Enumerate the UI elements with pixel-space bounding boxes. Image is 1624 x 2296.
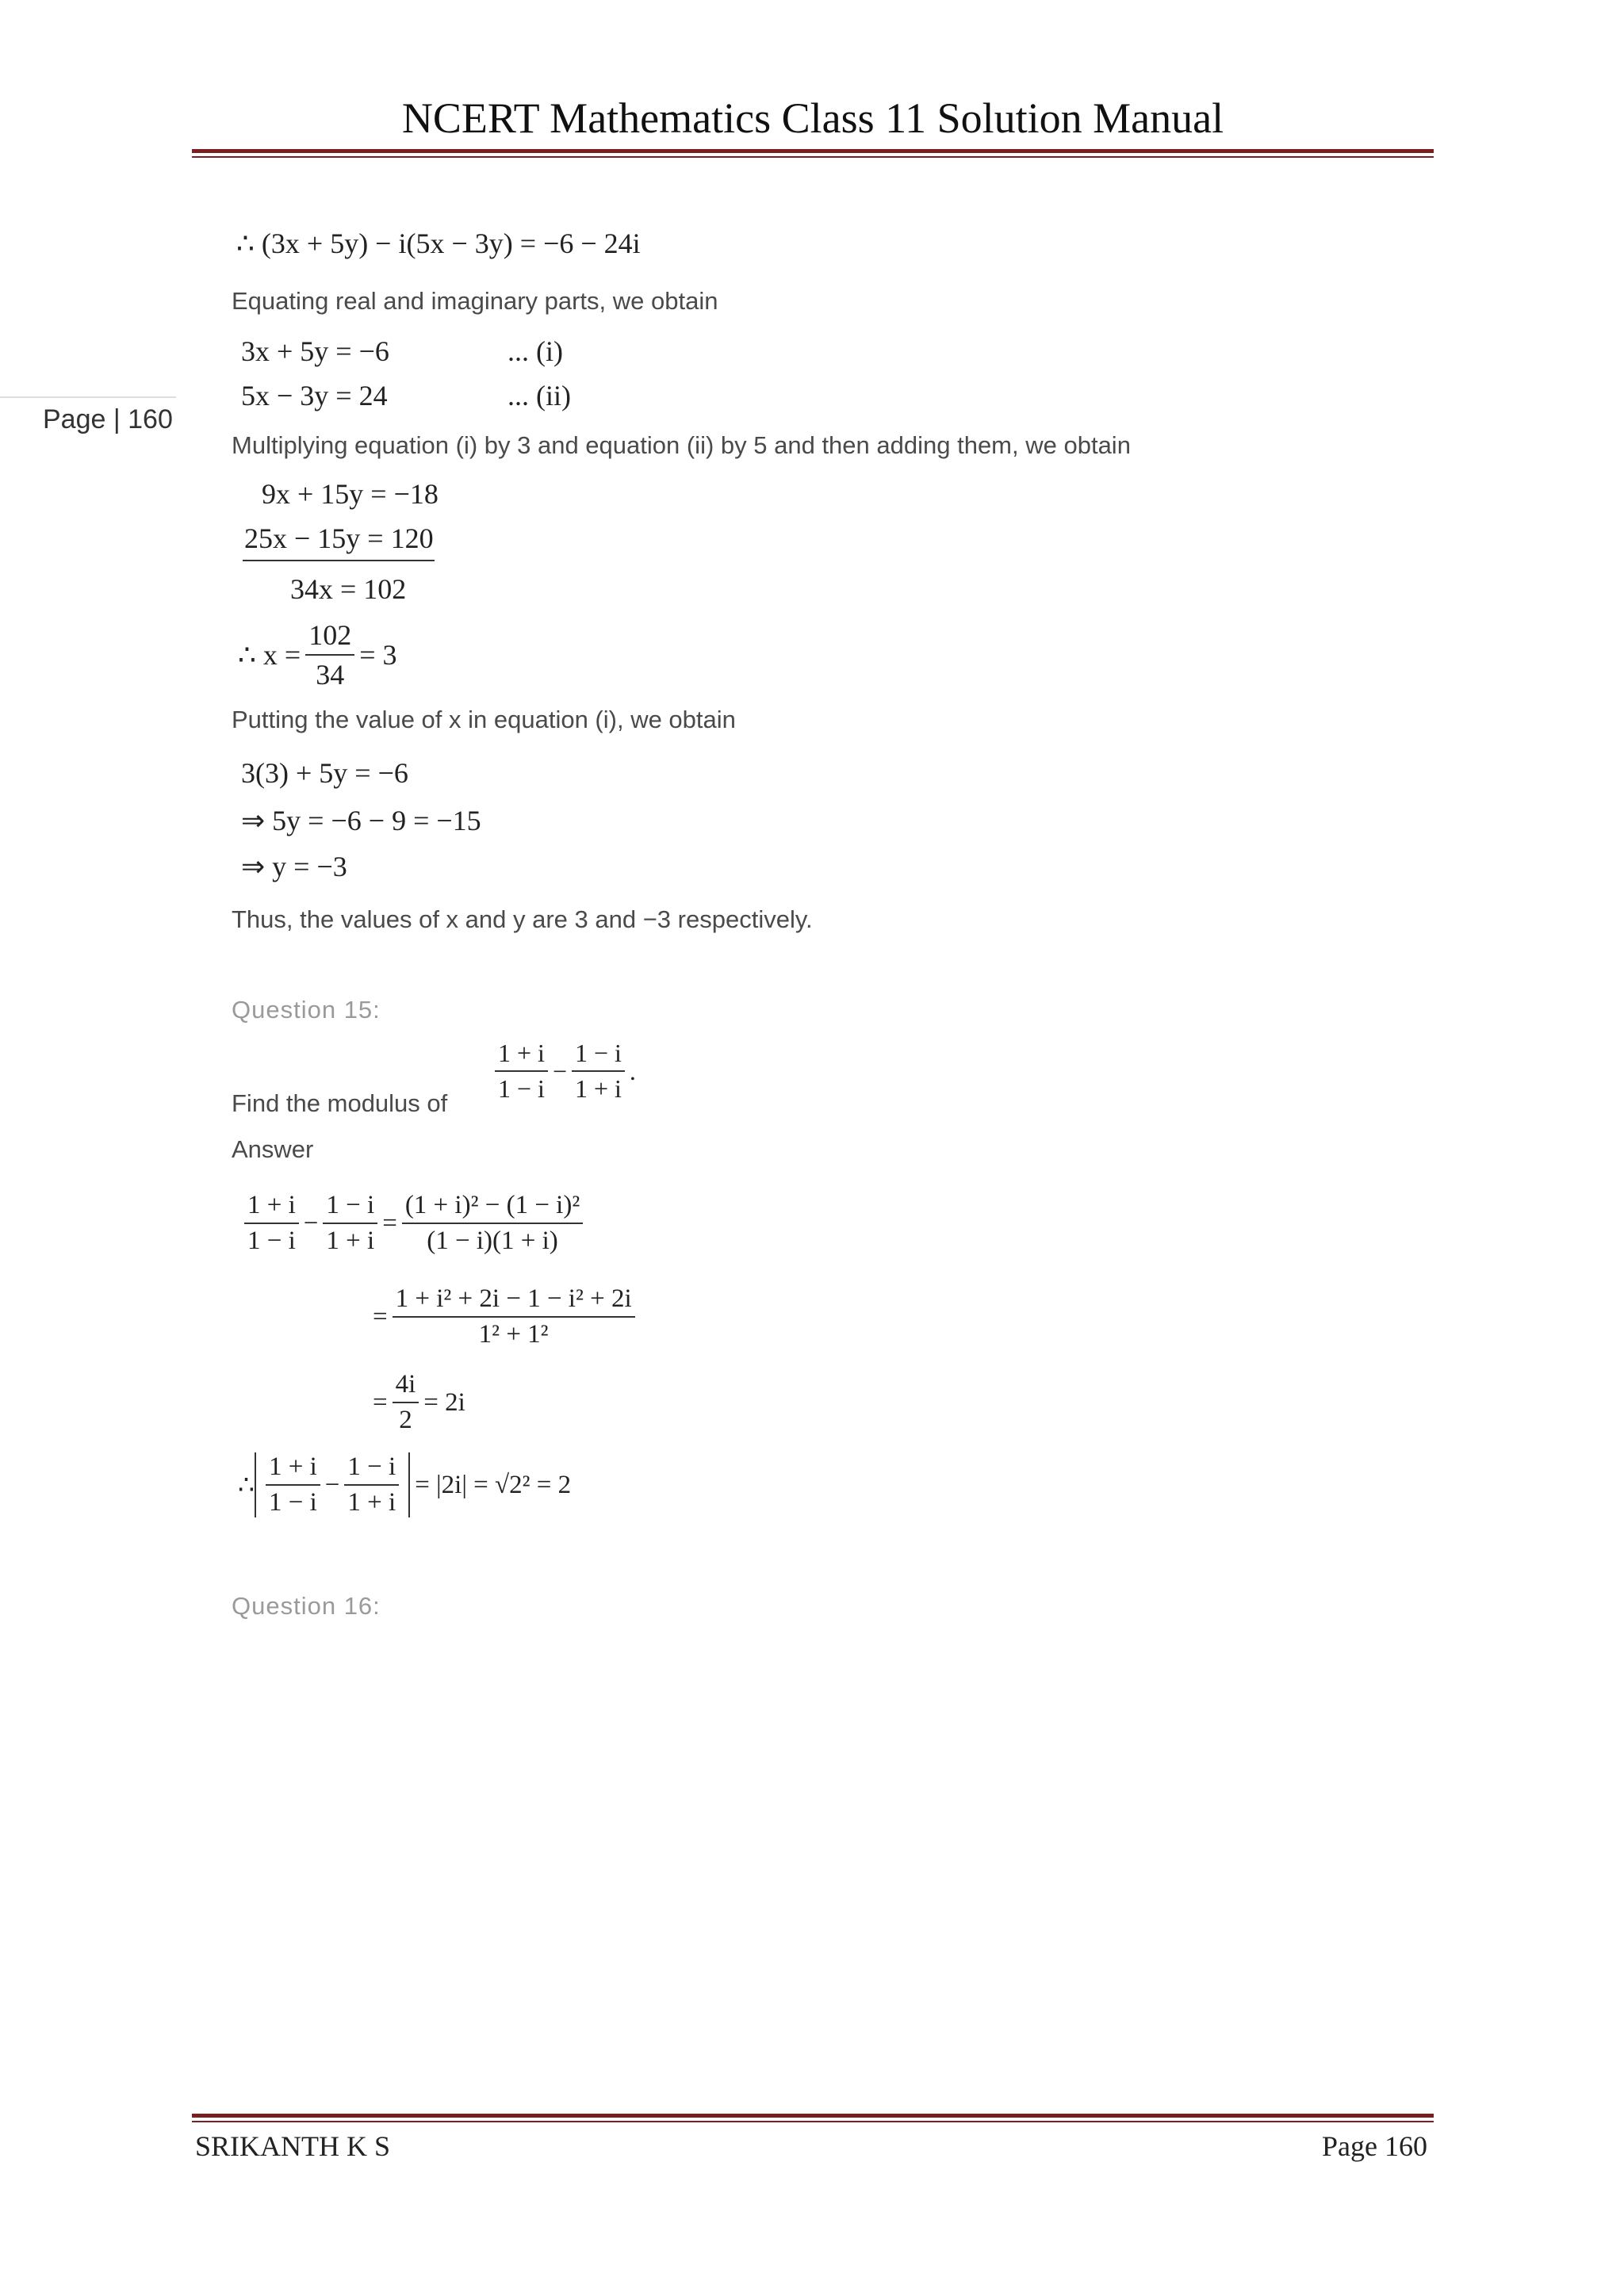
answer-label: Answer xyxy=(232,1135,314,1163)
sub-line-3: ⇒ y = −3 xyxy=(241,851,347,882)
step3-den: 2 xyxy=(399,1406,412,1434)
minus-sign: − xyxy=(552,1056,567,1085)
x-fraction xyxy=(305,618,354,691)
step3-equals: = xyxy=(373,1387,388,1417)
footer-page-number: Page 160 xyxy=(1322,2130,1427,2162)
side-page-number: Page | 160 xyxy=(43,404,173,434)
step3-post: = 2i xyxy=(423,1387,465,1417)
step1-fraction-a-num: 1 + i xyxy=(244,1191,299,1224)
sub-line-1: 3(3) + 5y = −6 xyxy=(241,757,408,789)
step4-fraction-a xyxy=(266,1452,320,1517)
fraction-b-num: 1 − i xyxy=(572,1039,625,1072)
step-4 xyxy=(238,1452,571,1517)
x-result-post: = 3 xyxy=(359,639,397,671)
question-16-heading: Question 16: xyxy=(232,1592,381,1620)
question-15-heading: Question 15: xyxy=(232,996,381,1024)
step4-fraction-a-num: 1 + i xyxy=(266,1452,320,1486)
step1-fraction-b-den: 1 + i xyxy=(326,1226,375,1255)
step4-minus: − xyxy=(324,1470,340,1499)
equation-i-tag: ... (i) xyxy=(508,335,563,367)
text-multiplying: Multiplying equation (i) by 3 and equation (ii) by 5 and then adding them, we obtain xyxy=(232,431,1131,459)
fraction-a xyxy=(495,1039,548,1104)
fraction-b-den: 1 + i xyxy=(574,1074,622,1103)
step1-fraction-a-den: 1 − i xyxy=(247,1226,296,1255)
footer-author: SRIKANTH K S xyxy=(195,2130,391,2162)
step2-fraction xyxy=(393,1284,635,1349)
equation-ii-tag: ... (ii) xyxy=(508,380,571,411)
sum-line-3: 34x = 102 xyxy=(290,573,407,605)
equation-ii: 5x − 3y = 24 xyxy=(241,380,388,411)
x-result-pre: ∴ x = xyxy=(238,639,301,671)
step1-fraction-a xyxy=(244,1191,299,1256)
step1-fraction-b-num: 1 − i xyxy=(323,1191,377,1224)
step3-num: 4i xyxy=(393,1370,419,1403)
footer-rule-thin xyxy=(192,2121,1434,2122)
header-rule-thin xyxy=(192,156,1434,158)
page-title: NCERT Mathematics Class 11 Solution Manual xyxy=(401,94,1224,142)
period: . xyxy=(629,1056,636,1085)
fraction-a-den: 1 − i xyxy=(498,1074,545,1103)
equation-line: ∴ (3x + 5y) − i(5x − 3y) = −6 − 24i xyxy=(236,228,641,259)
step1-fraction-b xyxy=(323,1191,377,1256)
x-result xyxy=(238,618,397,691)
header-rule-thick xyxy=(192,149,1434,153)
text-equating: Equating real and imaginary parts, we obtain xyxy=(232,287,718,315)
q15-expression xyxy=(490,1039,636,1104)
sub-line-2: ⇒ 5y = −6 − 9 = −15 xyxy=(241,805,481,836)
step-3 xyxy=(373,1370,465,1435)
sum-line-1: 9x + 15y = −18 xyxy=(262,478,439,510)
step4-fraction-b-den: 1 + i xyxy=(347,1488,396,1517)
step1-minus: − xyxy=(303,1208,319,1238)
x-fraction-num: 102 xyxy=(305,618,354,656)
step4-fraction-b-num: 1 − i xyxy=(344,1452,399,1486)
step4-fraction-b xyxy=(344,1452,399,1517)
modulus-bars xyxy=(255,1452,410,1517)
step1-equals: = xyxy=(382,1208,397,1238)
step-1 xyxy=(239,1191,588,1256)
therefore-sign: ∴ xyxy=(238,1471,255,1500)
step4-fraction-a-den: 1 − i xyxy=(269,1488,317,1517)
x-fraction-den: 34 xyxy=(316,659,345,691)
step3-fraction xyxy=(393,1370,419,1435)
fraction-b xyxy=(572,1039,625,1104)
fraction-a-num: 1 + i xyxy=(495,1039,548,1072)
step1-result-num: (1 + i)² − (1 − i)² xyxy=(402,1191,583,1224)
step-2 xyxy=(373,1284,640,1349)
equation-i: 3x + 5y = −6 xyxy=(241,335,389,367)
text-putting: Putting the value of x in equation (i), we obtain xyxy=(232,706,736,733)
step1-result-den: (1 − i)(1 + i) xyxy=(427,1226,558,1255)
footer-rule-thick xyxy=(192,2114,1434,2118)
text-thus: Thus, the values of x and y are 3 and −3 respectively. xyxy=(232,905,813,933)
step2-equals: = xyxy=(373,1302,388,1331)
step1-fraction-result xyxy=(402,1191,583,1256)
sum-rule xyxy=(243,560,435,561)
step4-post: = |2i| = √2² = 2 xyxy=(415,1470,572,1499)
sum-line-2: 25x − 15y = 120 xyxy=(244,522,434,554)
step2-num: 1 + i² + 2i − 1 − i² + 2i xyxy=(393,1284,635,1318)
q15-text: Find the modulus of xyxy=(232,1089,448,1117)
side-tab-line xyxy=(0,396,176,398)
step2-den: 1² + 1² xyxy=(478,1320,549,1349)
